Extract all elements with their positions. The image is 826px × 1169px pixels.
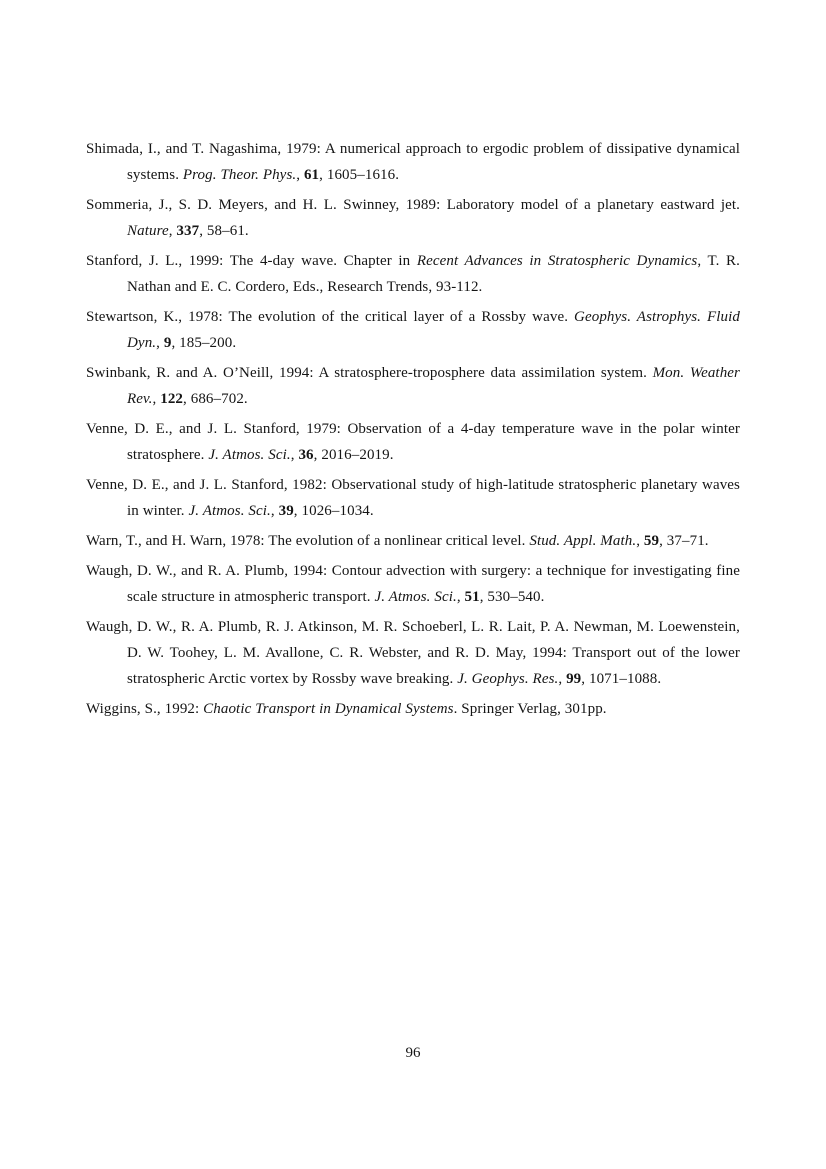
reference-segment-normal: , bbox=[636, 533, 644, 549]
reference-segment-normal: Venne, D. E., and J. L. Stanford, 1982: Observational study of high-latitude stratospheric planetary waves in winter. bbox=[86, 477, 740, 519]
reference-segment-normal: , bbox=[270, 503, 279, 519]
reference-segment-italic: Stud. Appl. Math. bbox=[529, 533, 637, 549]
reference-segment-italic: Chaotic Transport in Dynamical Systems bbox=[203, 701, 454, 717]
reference-segment-normal: , bbox=[152, 391, 161, 407]
reference-entry bbox=[86, 558, 740, 610]
reference-segment-italic: J. Atmos. Sci. bbox=[188, 503, 271, 519]
reference-segment-italic: Mon. Weather Rev. bbox=[127, 365, 740, 407]
reference-segment-bold: 61 bbox=[303, 167, 320, 183]
reference-segment-normal: , 1071–1088. bbox=[581, 671, 662, 687]
reference-entry bbox=[86, 696, 740, 722]
reference-entry bbox=[86, 136, 740, 188]
reference-segment-normal: Waugh, D. W., R. A. Plumb, R. J. Atkinson, M. R. Schoeberl, L. R. Lait, P. A. Newman, M. Loewenstein, D. W. Toohey, L. M. Avallone, C. R. Webster, and R. D. May, 1994: Transport out of the lower stratospheric Arctic vortex by Rossby wave breaking. bbox=[86, 619, 740, 687]
reference-segment-normal: , 2016–2019. bbox=[313, 447, 394, 463]
reference-segment-bold: 51 bbox=[464, 589, 480, 605]
reference-segment-normal: , 686–702. bbox=[183, 391, 248, 407]
reference-segment-bold: 337 bbox=[176, 223, 200, 239]
reference-entry bbox=[86, 304, 740, 356]
reference-segment-normal: , bbox=[168, 223, 177, 239]
reference-segment-normal: , bbox=[456, 589, 465, 605]
reference-entry bbox=[86, 416, 740, 468]
references-list bbox=[86, 136, 740, 726]
reference-segment-bold: 59 bbox=[643, 533, 660, 549]
reference-segment-normal: . Springer Verlag, 301pp. bbox=[453, 701, 607, 717]
reference-segment-normal: , T. R. Nathan and E. C. Cordero, Eds., Research Trends, 93-112. bbox=[127, 253, 741, 295]
reference-segment-normal: Swinbank, R. and A. O’Neill, 1994: A stratosphere-troposphere data assimilation system. bbox=[86, 365, 653, 381]
reference-segment-bold: 9 bbox=[163, 335, 172, 351]
reference-segment-italic: Geophys. Astrophys. Fluid Dyn. bbox=[127, 309, 740, 351]
reference-segment-normal: , 185–200. bbox=[171, 335, 237, 351]
reference-segment-normal: , 58–61. bbox=[199, 223, 249, 239]
reference-segment-normal: Waugh, D. W., and R. A. Plumb, 1994: Contour advection with surgery: a technique for investigating fine scale structure in atmospheric transport. bbox=[86, 563, 740, 605]
reference-entry bbox=[86, 472, 740, 524]
reference-segment-normal: , bbox=[296, 167, 304, 183]
page-number: 96 bbox=[405, 1045, 421, 1061]
reference-segment-normal: , bbox=[290, 447, 299, 463]
reference-segment-italic: J. Atmos. Sci. bbox=[374, 589, 457, 605]
reference-segment-italic: Nature bbox=[127, 223, 169, 239]
reference-segment-normal: Stanford, J. L., 1999: The 4-day wave. Chapter in bbox=[86, 253, 417, 269]
reference-segment-normal: , 37–71. bbox=[659, 533, 709, 549]
reference-segment-bold: 99 bbox=[566, 671, 582, 687]
reference-segment-normal: Stewartson, K., 1978: The evolution of the critical layer of a Rossby wave. bbox=[86, 309, 575, 325]
reference-entry bbox=[86, 360, 740, 412]
reference-segment-normal: Wiggins, S., 1992: bbox=[86, 701, 204, 717]
reference-entry bbox=[86, 248, 740, 300]
reference-segment-normal: , bbox=[558, 671, 567, 687]
reference-segment-normal: Sommeria, J., S. D. Meyers, and H. L. Swinney, 1989: Laboratory model of a planetary eastward jet. bbox=[86, 197, 740, 213]
reference-segment-bold: 122 bbox=[160, 391, 184, 407]
reference-segment-italic: J. Atmos. Sci. bbox=[208, 447, 291, 463]
reference-segment-normal: , bbox=[156, 335, 164, 351]
reference-segment-normal: Warn, T., and H. Warn, 1978: The evolution of a nonlinear critical level. bbox=[86, 533, 530, 549]
reference-segment-normal: , 530–540. bbox=[479, 589, 545, 605]
reference-segment-italic: Recent Advances in Stratospheric Dynamics bbox=[416, 253, 698, 269]
reference-entry bbox=[86, 614, 740, 692]
reference-segment-italic: Prog. Theor. Phys. bbox=[182, 167, 297, 183]
page-footer bbox=[0, 1040, 826, 1066]
reference-segment-normal: Shimada, I., and T. Nagashima, 1979: A numerical approach to ergodic problem of dissipative dynamical systems. bbox=[86, 141, 740, 183]
reference-segment-normal: Venne, D. E., and J. L. Stanford, 1979: Observation of a 4-day temperature wave in the polar winter stratosphere. bbox=[86, 421, 740, 463]
reference-segment-italic: J. Geophys. Res. bbox=[457, 671, 559, 687]
reference-entry bbox=[86, 528, 740, 554]
reference-entry bbox=[86, 192, 740, 244]
reference-segment-bold: 39 bbox=[278, 503, 294, 519]
reference-segment-bold: 36 bbox=[298, 447, 314, 463]
reference-segment-normal: , 1026–1034. bbox=[293, 503, 374, 519]
reference-segment-normal: , 1605–1616. bbox=[319, 167, 400, 183]
